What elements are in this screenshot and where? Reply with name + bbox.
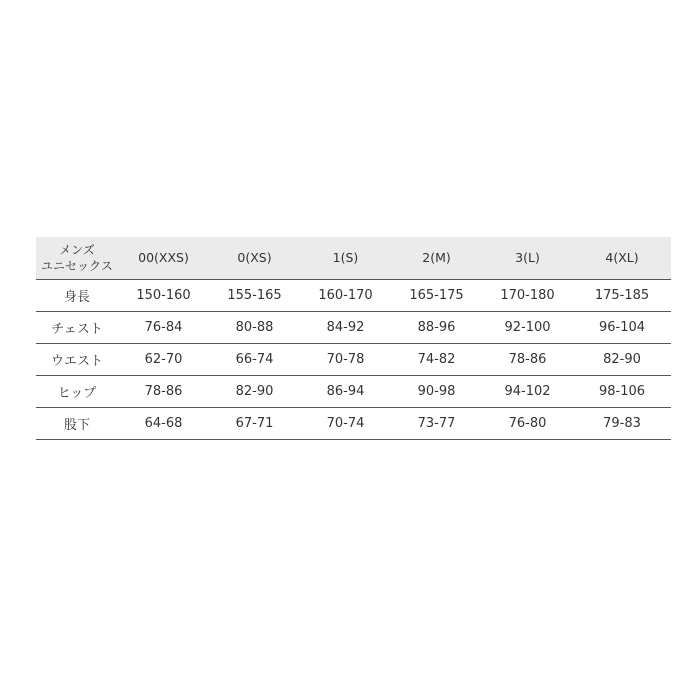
table-cell: 78-86 [508, 351, 547, 367]
row-label: 股下 [63, 417, 90, 433]
header-row [36, 237, 671, 279]
table-cell: 90-98 [417, 383, 456, 399]
table-cell: 78-86 [144, 383, 183, 399]
size-chart-table [36, 237, 671, 440]
row-label: 身長 [63, 289, 90, 305]
table-cell: 66-74 [235, 351, 274, 367]
table-cell: 150-160 [136, 287, 191, 303]
table-cell: 82-90 [603, 351, 641, 367]
table-cell: 160-170 [318, 287, 373, 303]
table-cell: 80-88 [235, 319, 274, 335]
size-header-s: 1(S) [332, 250, 359, 266]
table-cell: 82-90 [235, 383, 274, 399]
table-cell: 84-92 [326, 319, 365, 335]
size-header-xl: 4(XL) [605, 250, 639, 266]
table-cell: 96-104 [598, 319, 646, 335]
category-label-unisex: ユニセックス [41, 258, 113, 273]
size-chart-header [36, 237, 671, 279]
table-cell: 165-175 [409, 287, 464, 303]
table-row-waist [36, 343, 671, 375]
table-cell: 155-165 [227, 287, 282, 303]
table-cell: 70-78 [326, 351, 365, 367]
category-label-mens: メンズ [59, 242, 95, 257]
category-header-cell [36, 237, 118, 279]
table-cell: 64-68 [144, 415, 183, 431]
size-header-xxs: 00(XXS) [138, 250, 189, 266]
table-cell: 92-100 [504, 319, 551, 335]
table-cell: 79-83 [603, 415, 641, 431]
table-cell: 67-71 [235, 415, 274, 431]
table-cell: 74-82 [417, 351, 456, 367]
size-header-m: 2(M) [422, 250, 451, 266]
row-label: チェスト [51, 321, 103, 337]
size-header-l: 3(L) [515, 250, 540, 266]
table-cell: 170-180 [500, 287, 555, 303]
size-header-xs: 0(XS) [237, 250, 272, 266]
table-row-inseam [36, 407, 671, 439]
row-label: ヒップ [57, 385, 97, 401]
table-cell: 98-106 [598, 383, 646, 399]
table-cell: 88-96 [417, 319, 456, 335]
table-cell: 70-74 [326, 415, 365, 431]
size-chart-body [36, 279, 671, 439]
table-row-hip [36, 375, 671, 407]
table-cell: 76-84 [144, 319, 183, 335]
table-cell: 175-185 [594, 287, 650, 303]
table-row-chest [36, 311, 671, 343]
table-row-height [36, 279, 671, 311]
table-cell: 86-94 [326, 383, 365, 399]
table-cell: 73-77 [417, 415, 456, 431]
table-cell: 76-80 [508, 415, 547, 431]
table-cell: 62-70 [144, 351, 183, 367]
table-cell: 94-102 [504, 383, 551, 399]
row-label: ウエスト [50, 353, 103, 369]
